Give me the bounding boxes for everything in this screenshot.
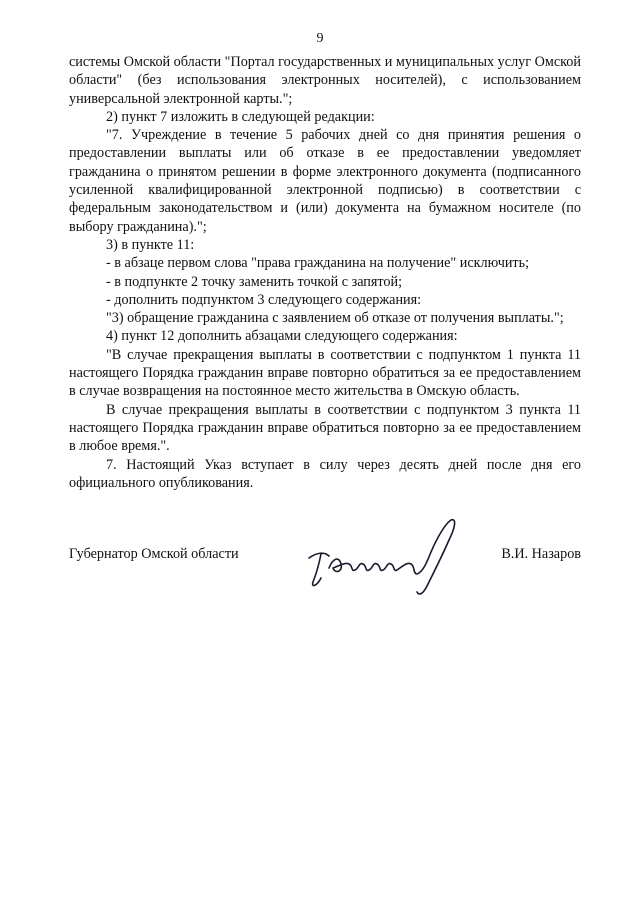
handwritten-signature <box>299 512 479 602</box>
document-body <box>69 53 581 492</box>
paragraph: "7. Учреждение в течение 5 рабочих дней со дня принятия решения о предоставлении выплаты или об отказе в ее предоставлении уведомляет гражданина о принятом решении в форме электронного документа (подписанного усиленной квалифицированной электронной подписью) в соответствии с федеральным законодательством и (или) документа на бумажном носителе (по выбору гражданина)."; <box>69 127 581 235</box>
paragraph: - в подпункте 2 точку заменить точкой с запятой; <box>106 273 403 290</box>
paragraph: 4) пункт 12 дополнить абзацами следующего содержания: <box>106 328 458 345</box>
paragraph: 7. Настоящий Указ вступает в силу через десять дней после дня его официального опубликования. <box>69 456 581 491</box>
paragraph: 3) в пункте 11: <box>106 236 195 253</box>
paragraph: системы Омской области "Портал государственных и муниципальных услуг Омской области" (без использования электронных носителей), с использованием универсальной электронной карты."; <box>69 54 581 107</box>
paragraph: 2) пункт 7 изложить в следующей редакции: <box>106 108 375 125</box>
paragraph: - в абзаце первом слова "права гражданина на получение" исключить; <box>106 255 530 272</box>
signatory-title: Губернатор Омской области <box>69 546 239 562</box>
page-number: 9 <box>316 31 324 46</box>
signature-block <box>69 512 581 602</box>
paragraph: "В случае прекращения выплаты в соответствии с подпунктом 1 пункта 11 настоящего Порядка гражданин вправе повторно обратиться за ее предоставлением в случае возвращения на постоянное место жительства в Омскую область. <box>69 346 581 400</box>
paragraph: "3) обращение гражданина с заявлением об отказе от получения выплаты."; <box>106 310 564 327</box>
paragraph: - дополнить подпунктом 3 следующего содержания: <box>106 291 422 308</box>
paragraph: В случае прекращения выплаты в соответствии с подпунктом 3 пункта 11 настоящего Порядка гражданин вправе обратиться повторно за ее предоставлением в любое время.". <box>69 401 581 455</box>
signatory-name: В.И. Назаров <box>501 546 581 562</box>
